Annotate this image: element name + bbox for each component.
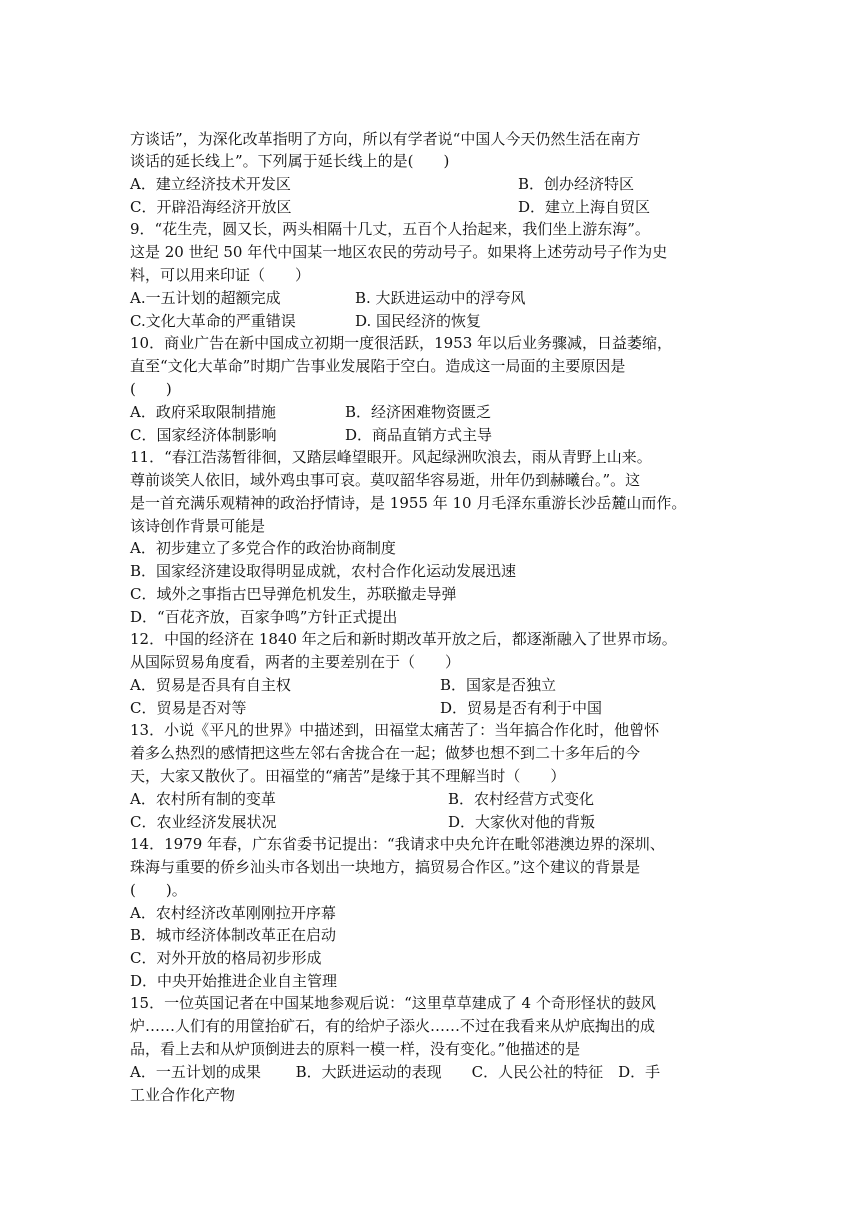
q14-option-c: C．对外开放的格局初步形成 bbox=[130, 949, 322, 967]
q13-stem-line-2: 着多么热烈的感情把这些左邻右舍拢合在一起；做梦也想不到二十多年后的今 bbox=[130, 744, 641, 762]
q10-option-b: B．经济困难物资匮乏 bbox=[345, 403, 492, 421]
q13-option-a: A．农村所有制的变革 bbox=[130, 790, 276, 808]
q9-stem-line-1: 9．“花生壳，圆又长，两头相隔十几丈，五百个人抬起来，我们坐上游东海”。 bbox=[130, 220, 650, 238]
q14-stem-line-3: ( )。 bbox=[130, 881, 187, 899]
q13-option-c: C．农业经济发展状况 bbox=[130, 813, 277, 831]
q11-stem-line-2: 尊前谈笑人依旧，域外鸡虫事可哀。莫叹韶华容易逝，卅年仍到赫曦台。”。这 bbox=[130, 471, 641, 489]
q9-option-a: A.一五计划的超额完成 bbox=[130, 289, 281, 307]
q13-stem-line-3: 天，大家又散伙了。田福堂的“痛苦”是缘于其不理解当时（ ） bbox=[130, 767, 566, 785]
q10-option-d: D．商品直销方式主导 bbox=[345, 426, 493, 444]
q9-option-d: D. 国民经济的恢复 bbox=[355, 312, 482, 330]
q11-option-c: C．域外之事指古巴导弹危机发生，苏联撤走导弹 bbox=[130, 585, 457, 603]
q10-option-c: C．国家经济体制影响 bbox=[130, 426, 277, 444]
q8-stem-line-2: 谈话的延长线上”。下列属于延长线上的是( ) bbox=[130, 152, 450, 170]
q12-option-d: D．贸易是否有利于中国 bbox=[440, 699, 603, 717]
q15-options-wrap: 工业合作化产物 bbox=[130, 1086, 236, 1104]
q10-stem-line-2: 直至“文化大革命”时期广告事业发展陷于空白。造成这一局面的主要原因是 bbox=[130, 357, 626, 375]
q13-stem-line-1: 13．小说《平凡的世界》中描述到，田福堂太痛苦了：当年搞合作化时，他曾怀 bbox=[130, 721, 660, 739]
q15-stem-line-3: 品，看上去和从炉顶倒进去的原料一模一样，没有变化。”他描述的是 bbox=[130, 1040, 581, 1058]
q13-option-b: B．农村经营方式变化 bbox=[448, 790, 595, 808]
q14-stem-line-2: 珠海与重要的侨乡汕头市各划出一块地方，搞贸易合作区。”这个建议的背景是 bbox=[130, 858, 641, 876]
q14-option-d: D．中央开始推进企业自主管理 bbox=[130, 972, 338, 990]
q12-option-c: C．贸易是否对等 bbox=[130, 699, 247, 717]
q11-stem-line-4: 该诗创作背景可能是 bbox=[130, 517, 266, 535]
q11-option-d: D．“百花齐放，百家争鸣”方针正式提出 bbox=[130, 608, 398, 626]
q10-stem-line-1: 10．商业广告在新中国成立初期一度很活跃，1953 年以后业务骤减，日益萎缩， bbox=[130, 334, 673, 352]
q12-option-b: B．国家是否独立 bbox=[440, 676, 557, 694]
q8-option-d: D．建立上海自贸区 bbox=[518, 198, 651, 216]
q12-stem-line-1: 12．中国的经济在 1840 年之后和新时期改革开放之后，都逐渐融入了世界市场。 bbox=[130, 630, 677, 648]
q10-stem-line-3: ( ) bbox=[130, 380, 172, 398]
q12-option-a: A．贸易是否具有自主权 bbox=[130, 676, 291, 694]
q8-option-c: C．开辟沿海经济开放区 bbox=[130, 198, 292, 216]
q14-option-a: A．农村经济改革刚刚拉开序幕 bbox=[130, 904, 336, 922]
q9-option-b: B. 大跃进运动中的浮夸风 bbox=[355, 289, 526, 307]
q11-option-b: B．国家经济建设取得明显成就，农村合作化运动发展迅速 bbox=[130, 562, 517, 580]
q8-stem-line-1: 方谈话”，为深化改革指明了方向，所以有学者说“中国人今天仍然生活在南方 bbox=[130, 130, 641, 148]
q11-stem-line-1: 11．“春江浩荡暂徘徊，又踏层峰望眼开。风起绿洲吹浪去，雨从青野上山来。 bbox=[130, 448, 652, 466]
q10-option-a: A．政府采取限制措施 bbox=[130, 403, 276, 421]
q8-option-b: B．创办经济特区 bbox=[518, 175, 635, 193]
q11-option-a: A．初步建立了多党合作的政治协商制度 bbox=[130, 539, 396, 557]
q11-stem-line-3: 是一首充满乐观精神的政治抒情诗，是 1955 年 10 月毛泽东重游长沙岳麓山而作。 bbox=[130, 494, 687, 512]
q9-stem-line-2: 这是 20 世纪 50 年代中国某一地区农民的劳动号子。如果将上述劳动号子作为史 bbox=[130, 243, 668, 261]
q14-stem-line-1: 14．1979 年春，广东省委书记提出：“我请求中央允许在毗邻港澳边界的深圳、 bbox=[130, 835, 665, 853]
q9-stem-line-3: 料，可以用来印证（ ） bbox=[130, 266, 311, 284]
q15-stem-line-2: 炉……人们有的用筐抬矿石，有的给炉子添火……不过在我看来从炉底掏出的成 bbox=[130, 1017, 656, 1035]
q15-stem-line-1: 15．一位英国记者在中国某地参观后说：“这里草草建成了 4 个奇形怪状的鼓风 bbox=[130, 994, 656, 1012]
q14-option-b: B．城市经济体制改革正在启动 bbox=[130, 926, 337, 944]
q12-stem-line-2: 从国际贸易角度看，两者的主要差别在于（ ） bbox=[130, 653, 461, 671]
q8-option-a: A．建立经济技术开发区 bbox=[130, 175, 291, 193]
q9-option-c: C.文化大革命的严重错误 bbox=[130, 312, 296, 330]
q13-option-d: D．大家伙对他的背叛 bbox=[448, 813, 596, 831]
q15-options-line: A．一五计划的成果 B．大跃进运动的表现 C．人民公社的特征 D．手 bbox=[130, 1063, 661, 1081]
